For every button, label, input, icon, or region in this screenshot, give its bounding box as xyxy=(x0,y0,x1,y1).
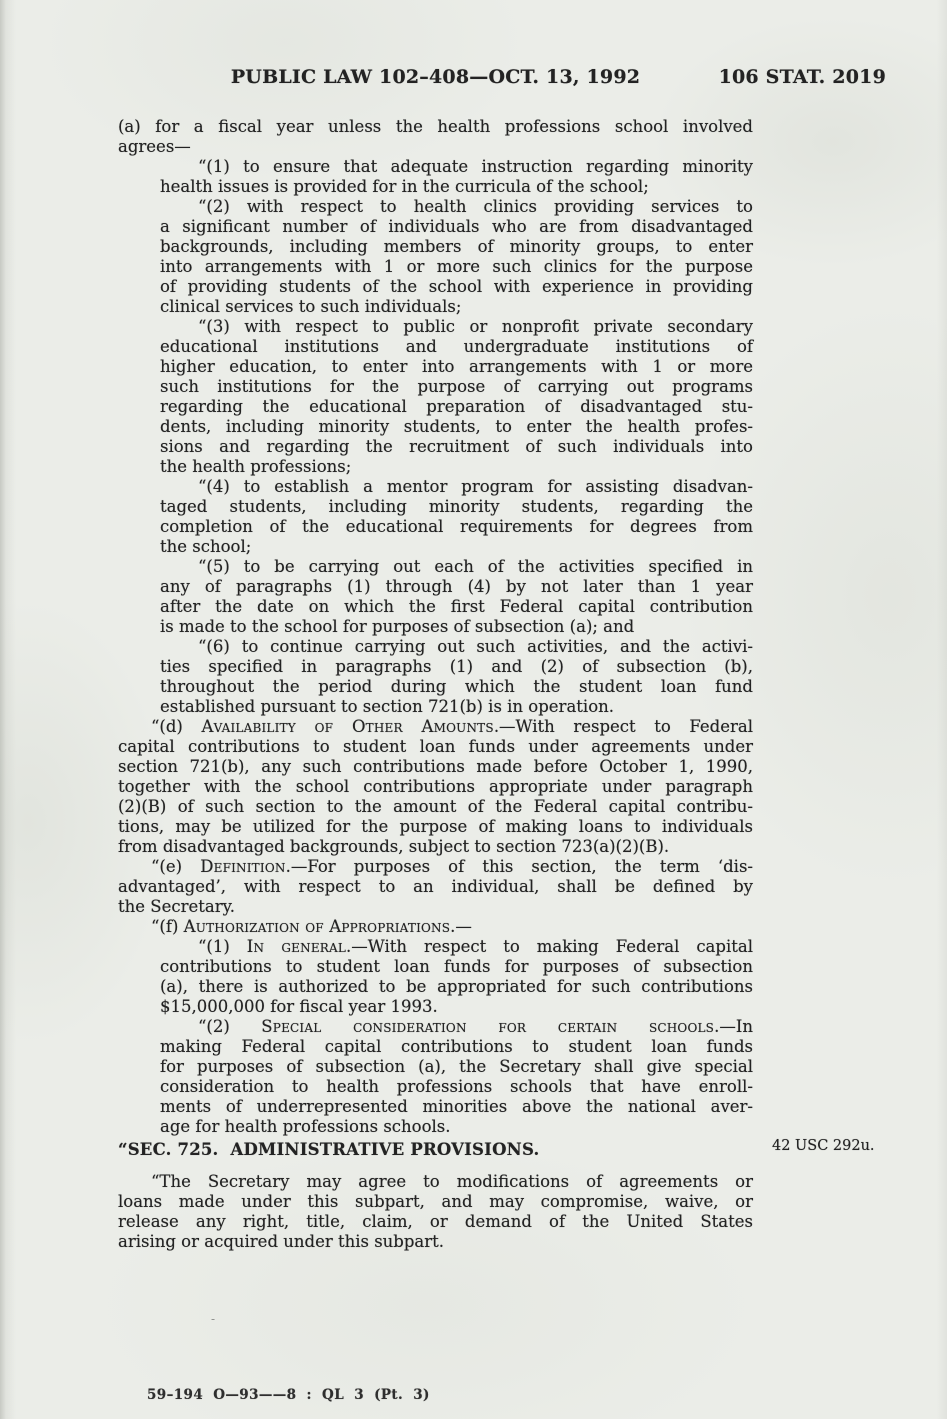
text-line: backgrounds, including members of minority groups, to enter xyxy=(160,237,753,256)
text-line: age for health professions schools. xyxy=(160,1117,451,1136)
text-line: release any right, title, claim, or demand of the United States xyxy=(118,1212,753,1231)
paragraph xyxy=(160,637,753,717)
text-line: the health professions; xyxy=(160,457,352,476)
small-caps-run: Special consideration for certain schools xyxy=(261,1017,715,1036)
text-line: (a), there is authorized to be appropriated for such contributions xyxy=(160,977,753,996)
law-title: PUBLIC LAW 102–408—OCT. 13, 1992 xyxy=(230,66,641,88)
paragraph xyxy=(160,1017,753,1137)
text-run: “(f) xyxy=(151,917,184,936)
small-caps-run: Definition xyxy=(200,857,286,876)
text-line: is made to the school for purposes of subsection (a); and xyxy=(160,617,635,636)
section-title: ADMINISTRATIVE PROVISIONS. xyxy=(230,1140,540,1159)
text-line: higher education, to enter into arrangements with 1 or more xyxy=(160,357,753,376)
text-line: the Secretary. xyxy=(118,897,235,916)
text-run: .—In xyxy=(714,1017,753,1036)
text-line xyxy=(160,1017,753,1037)
text-run: “(d) xyxy=(151,717,202,736)
uscode-margin-note: 42 USC 292u. xyxy=(772,1138,875,1154)
text-line: taged students, including minority students, regarding the xyxy=(160,497,753,516)
text-line: (2)(B) of such section to the amount of the Federal capital contribu- xyxy=(118,797,753,816)
text-line: “(2) with respect to health clinics providing services to xyxy=(198,197,753,216)
text-line: ties specified in paragraphs (1) and (2) of subsection (b), xyxy=(160,657,753,676)
text-run: “(e) xyxy=(151,857,201,876)
paragraph xyxy=(118,1172,753,1252)
text-line: educational institutions and undergraduate institutions of xyxy=(160,337,753,356)
paragraph xyxy=(160,157,753,197)
text-line: such institutions for the purpose of carrying out programs xyxy=(160,377,753,396)
section-number: “SEC. 725. xyxy=(118,1140,219,1159)
text-line: health issues is provided for in the curricula of the school; xyxy=(160,177,649,196)
text-line: contributions to student loan funds for purposes of subsection xyxy=(160,957,753,976)
text-line: consideration to health professions schools that have enroll- xyxy=(160,1077,753,1096)
paragraph xyxy=(160,557,753,637)
small-caps-run: In general xyxy=(246,937,347,956)
text-line: arising or acquired under this subpart. xyxy=(118,1232,445,1251)
text-line: for purposes of subsection (a), the Secretary shall give special xyxy=(160,1057,753,1076)
text-line: $15,000,000 for fiscal year 1993. xyxy=(160,997,438,1016)
text-run: “(2) xyxy=(198,1017,262,1036)
paragraph xyxy=(160,477,753,557)
text-run: .—With respect to making Federal capital xyxy=(346,937,753,956)
text-line: regarding the educational preparation of disadvantaged stu- xyxy=(160,397,753,416)
text-line: established pursuant to section 721(b) is in operation. xyxy=(160,697,614,716)
text-line: sions and regarding the recruitment of such individuals into xyxy=(160,437,753,456)
footer-imprint: 59–194 O—93——8 : QL 3 (Pt. 3) xyxy=(147,1387,430,1403)
text-line: ments of underrepresented minorities above the national aver- xyxy=(160,1097,753,1116)
text-line: throughout the period during which the student loan fund xyxy=(160,677,753,696)
text-line: agrees— xyxy=(118,137,191,156)
text-line xyxy=(118,917,753,937)
text-line: the school; xyxy=(160,537,252,556)
text-run: .— xyxy=(450,917,472,936)
section-heading xyxy=(118,1140,753,1159)
closing-paragraph xyxy=(118,1172,753,1252)
text-run: .—With respect to Federal xyxy=(493,717,753,736)
scan-artifact-mark: - xyxy=(211,1312,216,1326)
page-header xyxy=(118,66,886,92)
paragraph xyxy=(160,317,753,477)
paragraph xyxy=(160,197,753,317)
text-run: .—For purposes of this section, the term ‘dis- xyxy=(285,857,753,876)
paragraph xyxy=(118,117,753,157)
paragraph xyxy=(160,937,753,1017)
text-line: completion of the educational requirements for degrees from xyxy=(160,517,753,536)
text-line xyxy=(118,717,753,737)
small-caps-run: Availability of Other Amounts xyxy=(201,717,494,736)
text-line: capital contributions to student loan funds under agreements under xyxy=(118,737,753,756)
text-line: any of paragraphs (1) through (4) by not later than 1 year xyxy=(160,577,753,596)
text-line xyxy=(118,857,753,877)
text-line: making Federal capital contributions to student loan funds xyxy=(160,1037,753,1056)
paragraph xyxy=(118,917,753,937)
text-line: “(6) to continue carrying out such activities, and the activi- xyxy=(198,637,753,656)
text-line: together with the school contributions appropriate under paragraph xyxy=(118,777,753,796)
text-line: (a) for a fiscal year unless the health professions school involved xyxy=(118,117,753,136)
text-line: dents, including minority students, to enter the health profes- xyxy=(160,417,753,436)
text-line: “(4) to establish a mentor program for assisting disadvan- xyxy=(198,477,753,496)
text-line: “(1) to ensure that adequate instruction regarding minority xyxy=(198,157,753,176)
paragraph xyxy=(118,717,753,857)
text-line: of providing students of the school with experience in providing xyxy=(160,277,753,296)
text-line xyxy=(160,937,753,957)
text-line: after the date on which the first Federal capital contribution xyxy=(160,597,753,616)
small-caps-run: Authorization of Appropriations xyxy=(183,917,451,936)
paragraph xyxy=(118,857,753,917)
text-line: “(3) with respect to public or nonprofit private secondary xyxy=(198,317,753,336)
text-line: clinical services to such individuals; xyxy=(160,297,462,316)
text-line: section 721(b), any such contributions made before October 1, 1990, xyxy=(118,757,753,776)
text-line: loans made under this subpart, and may compromise, waive, or xyxy=(118,1192,753,1211)
statute-body-text xyxy=(118,117,753,1137)
text-run: “(1) xyxy=(198,937,247,956)
stat-number: 106 STAT. 2019 xyxy=(718,66,886,88)
text-line: advantaged’, with respect to an individual, shall be defined by xyxy=(118,877,753,896)
text-line: into arrangements with 1 or more such clinics for the purpose xyxy=(160,257,753,276)
text-line: from disadvantaged backgrounds, subject to section 723(a)(2)(B). xyxy=(118,837,670,856)
text-line: “(5) to be carrying out each of the activities specified in xyxy=(198,557,753,576)
text-line: tions, may be utilized for the purpose of making loans to individuals xyxy=(118,817,753,836)
text-line: “The Secretary may agree to modifications of agreements or xyxy=(151,1172,753,1191)
text-line: a significant number of individuals who are from disadvantaged xyxy=(160,217,753,236)
